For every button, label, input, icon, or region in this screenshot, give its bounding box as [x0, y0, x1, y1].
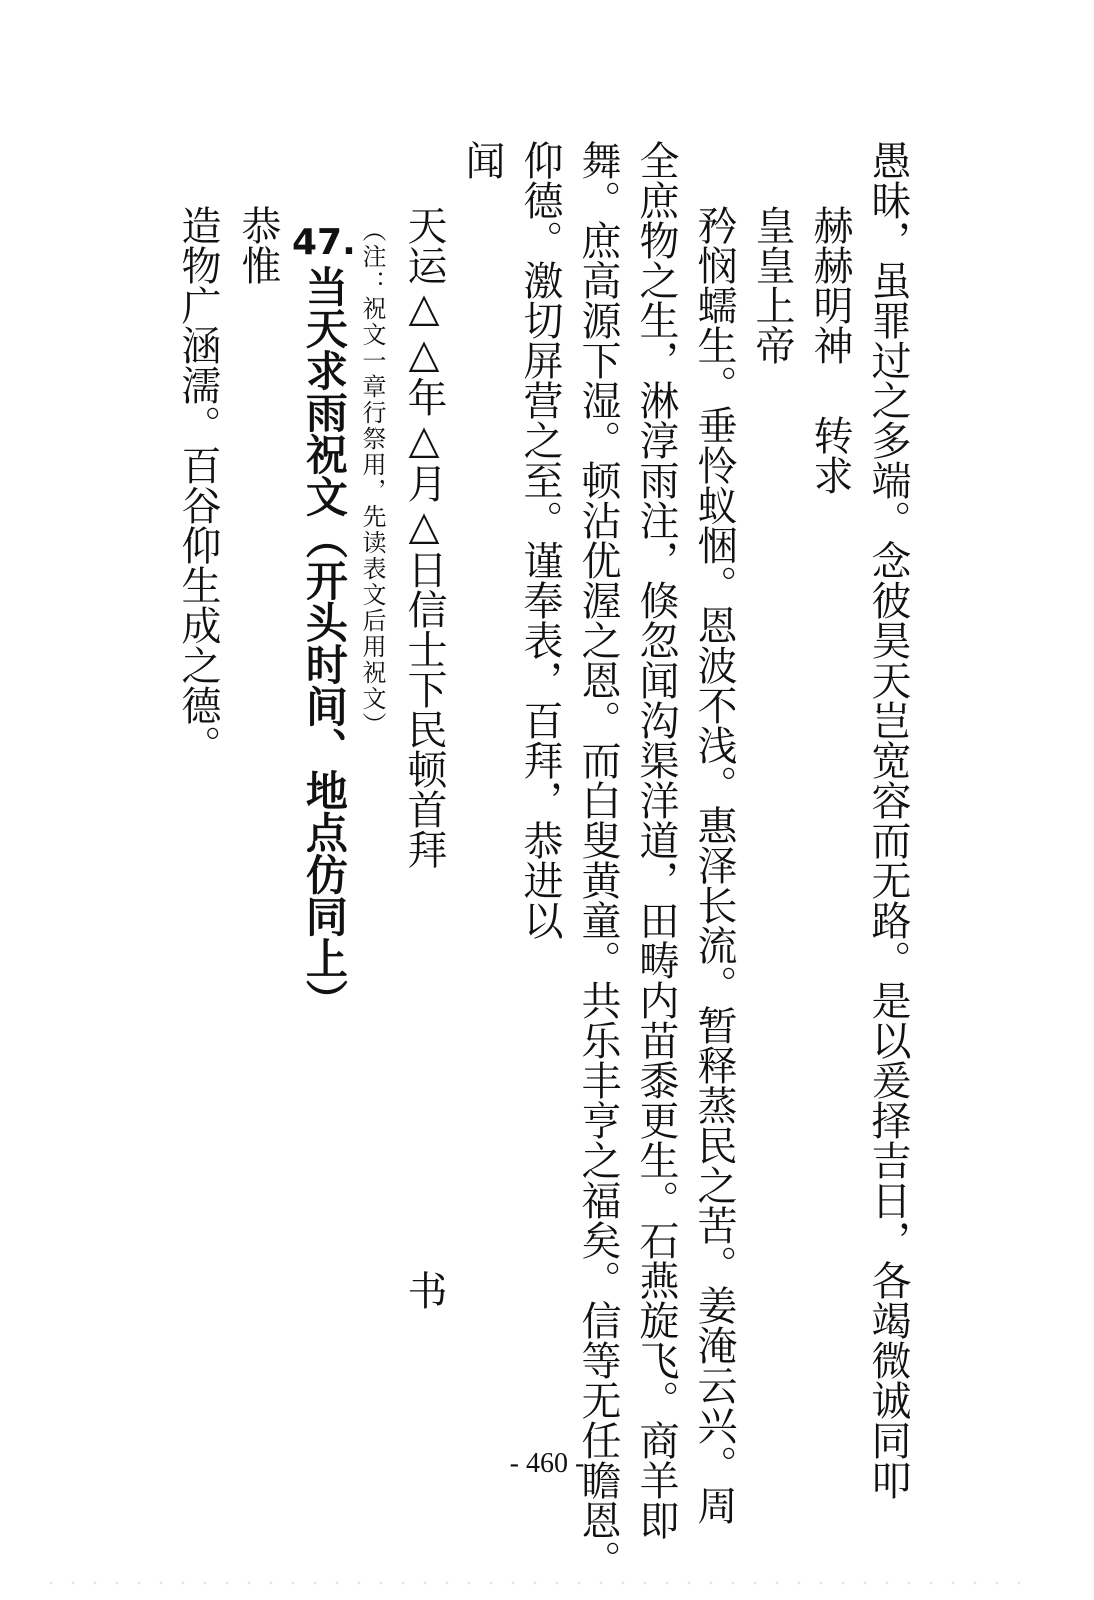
section-title: 当天求雨祝文（开头时间、地点仿同上）	[299, 265, 349, 1021]
text-column-2-continued: 转求	[807, 415, 853, 495]
date-line-signature: 书	[401, 1270, 447, 1310]
text-column-11: 造物广涵濡。百谷仰生成之德。	[175, 205, 221, 765]
text-column-4: 矜悯蠕生。垂怜蚁悃。恩波不浅。惠泽长流。暂释蒸民之苦。姜淹云兴。周	[691, 205, 737, 1525]
note-annotation: （注：祝文一章行祭用，先读表文后用祝文）	[358, 218, 386, 738]
date-line: 天运△△年△月△日信士下民顿首拜	[401, 205, 447, 869]
section-number: 47.	[292, 222, 356, 263]
section-heading	[292, 222, 356, 1021]
text-column-8: 闻	[459, 140, 505, 180]
text-column-10: 恭惟	[235, 205, 281, 285]
text-column-1: 愚昧，虽罪过之多端。念彼昊天岂宽容而无路。是以爰择吉日，各竭微诚同叩	[865, 140, 911, 1500]
text-column-5: 全庶物之生，淋淳雨注，倏忽闻沟渠洋道，田畴内苗黍更生。石燕旋飞。商羊即	[633, 140, 679, 1540]
text-column-7: 仰德。激切屏营之至。谨奉表，百拜，恭进以	[517, 140, 563, 940]
text-column-6: 舞。庶高源下湿。顿沾优渥之恩。而白叟黄童。共乐丰亨之福矣。信等无任瞻恩。	[575, 140, 621, 1580]
text-column-3: 皇皇上帝	[749, 205, 795, 365]
text-column-2: 赫赫明神	[807, 205, 853, 365]
scan-specks	[40, 1580, 1020, 1586]
page-number: - 460 -	[509, 1448, 585, 1479]
